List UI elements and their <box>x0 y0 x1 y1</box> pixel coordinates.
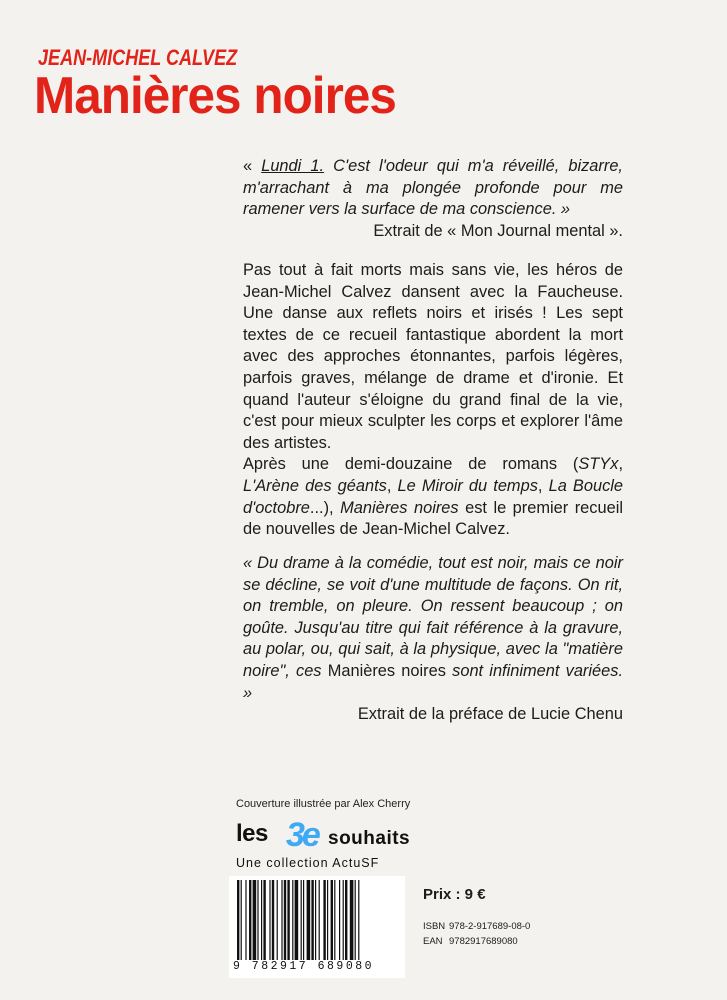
logo-word: souhaits <box>328 828 411 849</box>
book-ref: Le Miroir du temps <box>397 476 538 495</box>
opening-quote-source: Extrait de « Mon Journal mental ». <box>373 221 623 240</box>
isbn-row <box>423 921 530 932</box>
preface-quote-source: Extrait de la préface de Lucie Chenu <box>357 705 623 724</box>
book-ref: STYx <box>578 455 619 474</box>
book-ref: La Boucle d'octobre <box>243 476 624 517</box>
ean-row <box>423 936 518 947</box>
author-name: JEAN-MICHEL CALVEZ <box>38 45 238 70</box>
ean-value: 9782917689080 <box>449 936 518 947</box>
quote-day-label: Lundi 1. <box>261 157 325 175</box>
ean-label: EAN <box>423 936 443 947</box>
summary-text: ...), <box>309 498 341 517</box>
sep: , <box>386 476 398 495</box>
cover-credit: Couverture illustrée par Alex Cherry <box>236 798 411 810</box>
logo-les: les <box>236 820 268 847</box>
book-ref: Manières noires <box>340 498 459 517</box>
barcode-digits: 9 782917 689080 <box>233 960 375 973</box>
book-summary <box>243 260 623 541</box>
quote-body: C'est l'odeur qui m'a réveillé, bizarre, m'arrachant à ma plongée profonde pour me ramener vers la surface de ma conscience. » <box>243 157 623 219</box>
opening-quote <box>243 156 623 242</box>
summary-text: est le premier recueil de nouvelles de Jean-Michel Calvez. <box>243 498 624 539</box>
isbn-value: 978-2-917689-08-0 <box>449 921 531 932</box>
preface-quote <box>243 553 623 726</box>
preface-title-ref: Manières noires <box>327 661 446 680</box>
price: Prix : 9 € <box>423 886 486 903</box>
preface-quote-text <box>243 553 623 704</box>
opening-quote-text <box>243 156 623 221</box>
publisher-logo <box>236 818 416 878</box>
isbn-label: ISBN <box>423 921 446 932</box>
preface-text: sont infiniment variées. » <box>243 661 624 702</box>
collection-name: Une collection ActuSF <box>236 856 380 870</box>
summary-paragraph-1: Pas tout à fait morts mais sans vie, les héros de Jean-Michel Calvez dansent avec la Faucheuse. Une danse aux reflets noirs et irisés ! Les sept textes de ce recueil fantastique abordent la mort avec des approches étonnantes, parfois légères, parfois graves, mélange de drame et d'ironie. Et quand l'auteur s'éloigne du grand final de la vie, c'est pour mieux sculpter les corps et explorer l'âme des artistes. <box>243 261 623 452</box>
sep: , <box>537 476 549 495</box>
preface-text: « Du drame à la comédie, tout est noir, mais ce noir se décline, se voit d'une multitude de façons. On rit, on tremble, on pleure. On ressent beaucoup ; on goûte. Jusqu'au titre qui fait référence à la gravure, au polar, ou, qui sait, à la physique, avec la "matière noire", ces <box>243 554 623 680</box>
book-title: Manières noires <box>34 67 396 125</box>
book-ref: L'Arène des géants <box>243 476 387 495</box>
logo-number: 3e <box>286 816 318 854</box>
barcode-panel <box>229 876 405 978</box>
summary-paragraph-2 <box>243 454 623 540</box>
sep: , <box>618 455 623 474</box>
summary-text: Après une demi-douzaine de romans ( <box>243 455 579 474</box>
barcode-icon <box>235 880 399 960</box>
quote-open-mark: « <box>243 157 262 175</box>
